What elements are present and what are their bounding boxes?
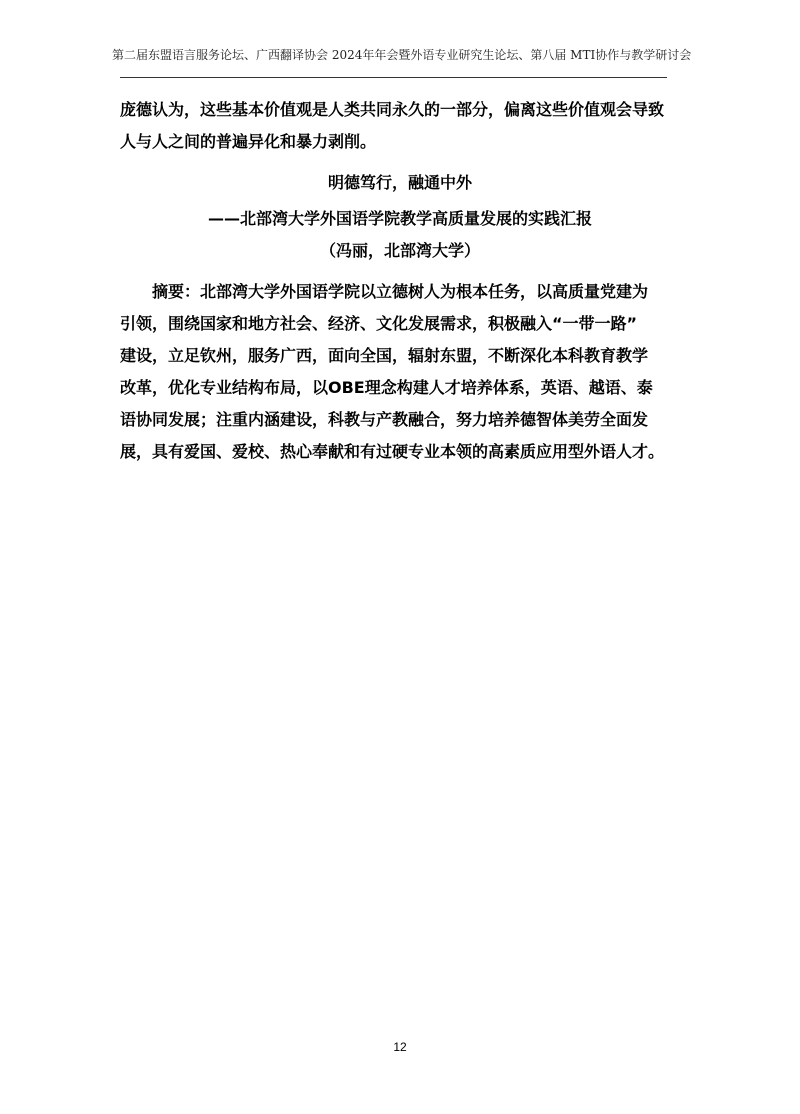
article-subtitle-block: [120, 206, 680, 232]
abstract-line: 语协同发展；注重内涵建设，科教与产教融合，努力培养德智体美劳全面发: [120, 410, 649, 429]
abstract-line: 改革，优化专业结构布局，以OBE理念构建人才培养体系，英语、越语、泰: [120, 378, 653, 397]
paragraph-line: 人与人之间的普遍异化和暴力剥削。: [120, 132, 377, 151]
running-header: 第二届东盟语言服务论坛、广西翻译协会 2024年年会暨外语专业研究生论坛、第八届 MTI协作与教学研讨会: [112, 48, 692, 62]
article-title: 明德笃行，融通中外: [327, 173, 472, 192]
article-title-block: [120, 170, 680, 196]
abstract-line: 摘要：北部湾大学外国语学院以立德树人为根本任务，以高质量党建为: [152, 282, 649, 301]
article-author: （冯丽，北部湾大学）: [319, 241, 480, 260]
abstract-line: 展，具有爱国、爱校、热心奉献和有过硬专业本领的高素质应用型外语人才。: [120, 442, 665, 461]
article-author-block: [120, 238, 680, 264]
abstract: [120, 276, 680, 468]
header-rule: [120, 77, 667, 78]
abstract-line: 建设，立足钦州，服务广西，面向全国，辐射东盟，不断深化本科教育教学: [120, 346, 649, 365]
article-subtitle: ——北部湾大学外国语学院教学高质量发展的实践汇报: [207, 209, 592, 228]
abstract-line: 引领，围绕国家和地方社会、经济、文化发展需求，积极融入“一带一路”: [120, 314, 638, 333]
page-number: 12: [393, 1040, 407, 1054]
paragraph-line: 庞德认为，这些基本价值观是人类共同永久的一部分，偏离这些价值观会导致: [120, 100, 665, 119]
paragraph-continued: [120, 94, 680, 158]
